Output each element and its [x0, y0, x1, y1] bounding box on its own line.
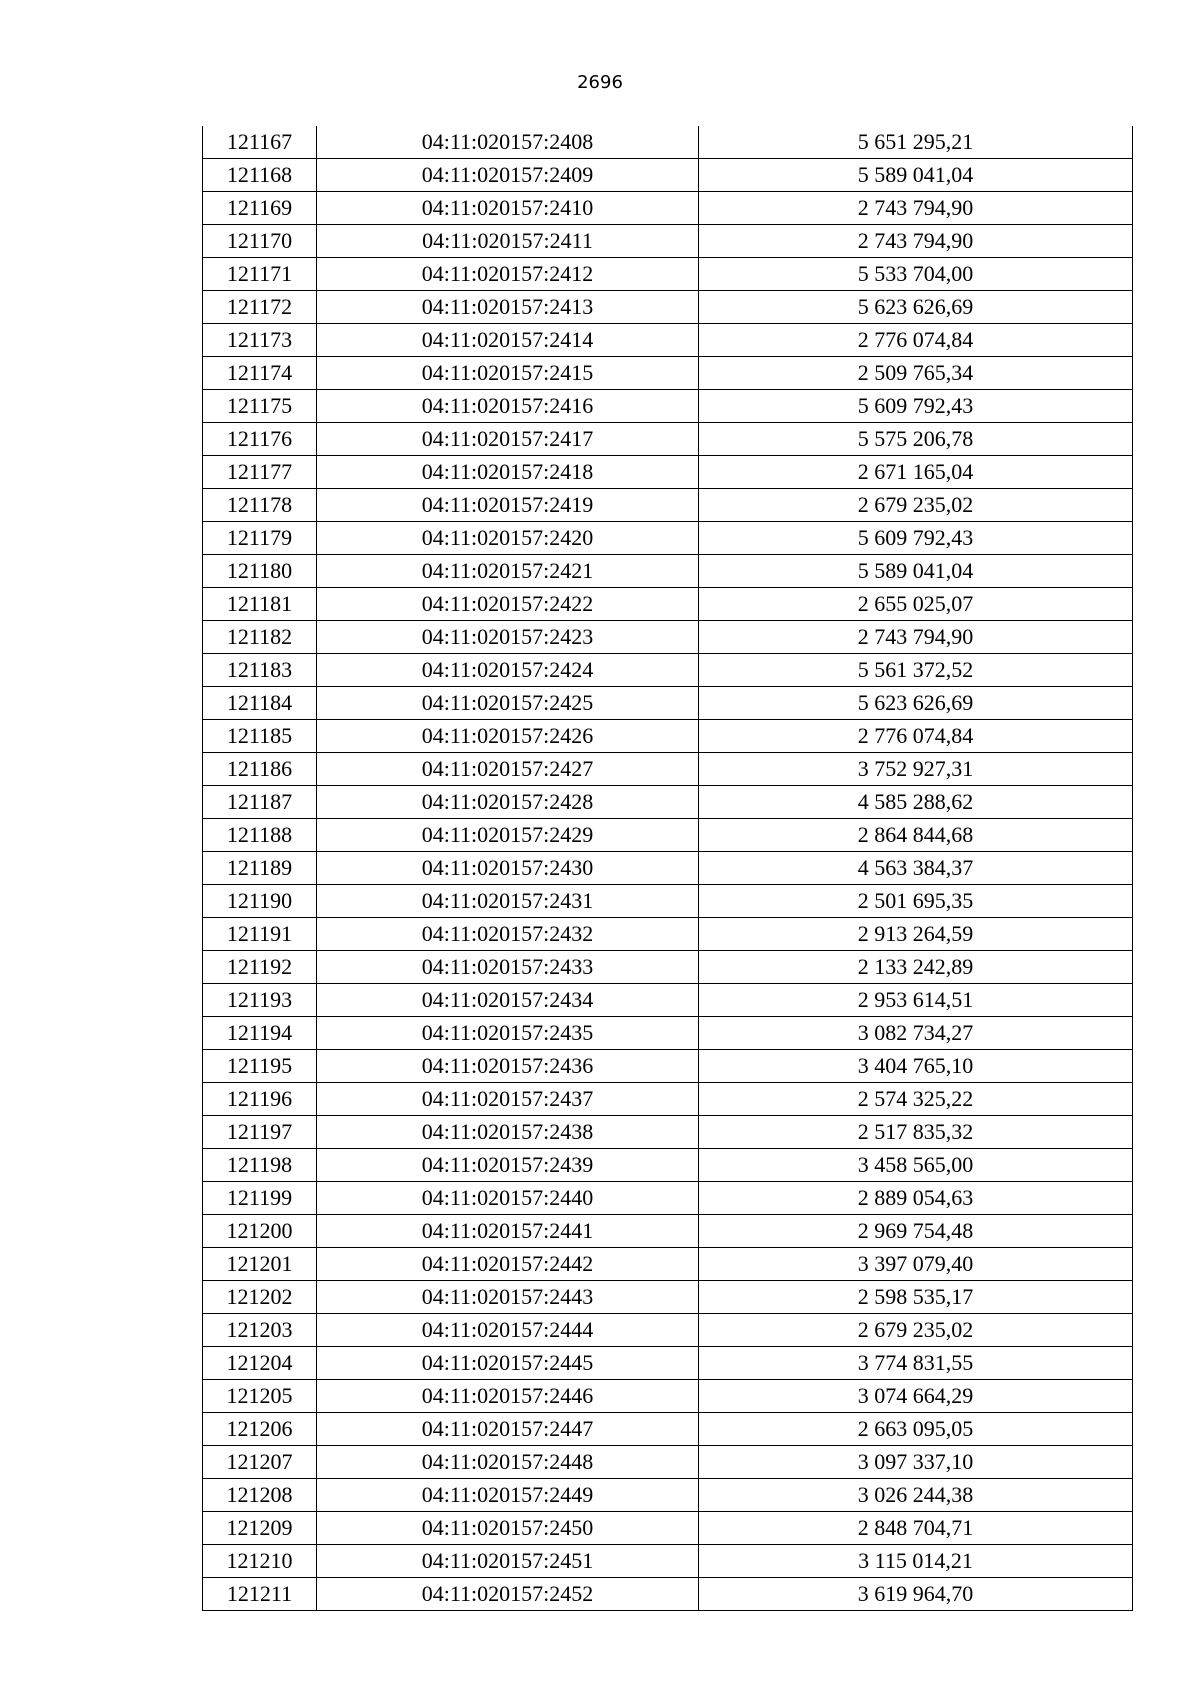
cadastral-value-cell: 2 671 165,04: [699, 456, 1133, 489]
page-number: 2696: [577, 72, 623, 93]
row-number-cell: 121202: [203, 1281, 317, 1314]
cadastral-value-cell: 3 458 565,00: [699, 1149, 1133, 1182]
table-row: [203, 456, 1133, 489]
row-number-cell: 121173: [203, 324, 317, 357]
table-row: [203, 621, 1133, 654]
cadastral-value-cell: 2 133 242,89: [699, 951, 1133, 984]
row-number-cell: 121181: [203, 588, 317, 621]
cadastral-number-cell: 04:11:020157:2429: [317, 819, 699, 852]
row-number-cell: 121209: [203, 1512, 317, 1545]
cadastral-number-cell: 04:11:020157:2443: [317, 1281, 699, 1314]
cadastral-value-cell: 5 561 372,52: [699, 654, 1133, 687]
table-row: [203, 1479, 1133, 1512]
row-number-cell: 121177: [203, 456, 317, 489]
row-number-cell: 121206: [203, 1413, 317, 1446]
cadastral-number-cell: 04:11:020157:2433: [317, 951, 699, 984]
cadastral-value-cell: 5 623 626,69: [699, 291, 1133, 324]
cadastral-number-cell: 04:11:020157:2416: [317, 390, 699, 423]
cadastral-number-cell: 04:11:020157:2452: [317, 1578, 699, 1611]
cadastral-value-cell: 2 969 754,48: [699, 1215, 1133, 1248]
table-row: [203, 1281, 1133, 1314]
row-number-cell: 121198: [203, 1149, 317, 1182]
cadastral-number-cell: 04:11:020157:2434: [317, 984, 699, 1017]
cadastral-number-cell: 04:11:020157:2418: [317, 456, 699, 489]
cadastral-value-cell: 3 074 664,29: [699, 1380, 1133, 1413]
cadastral-value-cell: 3 404 765,10: [699, 1050, 1133, 1083]
table-row: [203, 1512, 1133, 1545]
table-row: [203, 390, 1133, 423]
table-row: [203, 687, 1133, 720]
row-number-cell: 121172: [203, 291, 317, 324]
cadastral-number-cell: 04:11:020157:2423: [317, 621, 699, 654]
table-row: [203, 1347, 1133, 1380]
row-number-cell: 121190: [203, 885, 317, 918]
table-row: [203, 126, 1133, 159]
cadastral-number-cell: 04:11:020157:2427: [317, 753, 699, 786]
cadastral-number-cell: 04:11:020157:2424: [317, 654, 699, 687]
row-number-cell: 121170: [203, 225, 317, 258]
table-row: [203, 819, 1133, 852]
cadastral-number-cell: 04:11:020157:2422: [317, 588, 699, 621]
row-number-cell: 121176: [203, 423, 317, 456]
table-row: [203, 951, 1133, 984]
table-row: [203, 1149, 1133, 1182]
cadastral-number-cell: 04:11:020157:2410: [317, 192, 699, 225]
table-row: [203, 984, 1133, 1017]
row-number-cell: 121167: [203, 126, 317, 159]
cadastral-value-cell: 2 889 054,63: [699, 1182, 1133, 1215]
row-number-cell: 121194: [203, 1017, 317, 1050]
table-row: [203, 324, 1133, 357]
table-row: [203, 1578, 1133, 1611]
cadastral-number-cell: 04:11:020157:2451: [317, 1545, 699, 1578]
table-row: [203, 1545, 1133, 1578]
row-number-cell: 121180: [203, 555, 317, 588]
cadastral-number-cell: 04:11:020157:2448: [317, 1446, 699, 1479]
row-number-cell: 121208: [203, 1479, 317, 1512]
cadastral-number-cell: 04:11:020157:2437: [317, 1083, 699, 1116]
cadastral-number-cell: 04:11:020157:2417: [317, 423, 699, 456]
row-number-cell: 121210: [203, 1545, 317, 1578]
cadastral-value-cell: 2 679 235,02: [699, 489, 1133, 522]
cadastral-value-cell: 2 598 535,17: [699, 1281, 1133, 1314]
row-number-cell: 121191: [203, 918, 317, 951]
table-row: [203, 291, 1133, 324]
cadastral-number-cell: 04:11:020157:2428: [317, 786, 699, 819]
row-number-cell: 121203: [203, 1314, 317, 1347]
row-number-cell: 121211: [203, 1578, 317, 1611]
table-row: [203, 1017, 1133, 1050]
cadastral-value-cell: 2 743 794,90: [699, 192, 1133, 225]
cadastral-number-cell: 04:11:020157:2411: [317, 225, 699, 258]
row-number-cell: 121189: [203, 852, 317, 885]
cadastral-number-cell: 04:11:020157:2439: [317, 1149, 699, 1182]
row-number-cell: 121197: [203, 1116, 317, 1149]
table-row: [203, 1083, 1133, 1116]
cadastral-number-cell: 04:11:020157:2436: [317, 1050, 699, 1083]
row-number-cell: 121179: [203, 522, 317, 555]
row-number-cell: 121201: [203, 1248, 317, 1281]
cadastral-number-cell: 04:11:020157:2413: [317, 291, 699, 324]
cadastral-number-cell: 04:11:020157:2440: [317, 1182, 699, 1215]
cadastral-value-cell: 5 609 792,43: [699, 522, 1133, 555]
table-row: [203, 192, 1133, 225]
table-row: [203, 1380, 1133, 1413]
cadastral-number-cell: 04:11:020157:2450: [317, 1512, 699, 1545]
cadastral-number-cell: 04:11:020157:2421: [317, 555, 699, 588]
cadastral-value-cell: 2 655 025,07: [699, 588, 1133, 621]
cadastral-value-cell: 2 743 794,90: [699, 225, 1133, 258]
row-number-cell: 121174: [203, 357, 317, 390]
cadastral-number-cell: 04:11:020157:2430: [317, 852, 699, 885]
row-number-cell: 121184: [203, 687, 317, 720]
cadastral-number-cell: 04:11:020157:2408: [317, 126, 699, 159]
table-row: [203, 258, 1133, 291]
cadastral-number-cell: 04:11:020157:2447: [317, 1413, 699, 1446]
cadastral-value-cell: 5 589 041,04: [699, 159, 1133, 192]
table-row: [203, 159, 1133, 192]
cadastral-value-cell: 2 509 765,34: [699, 357, 1133, 390]
cadastral-value-table: [202, 126, 1133, 1611]
cadastral-value-cell: 2 864 844,68: [699, 819, 1133, 852]
row-number-cell: 121185: [203, 720, 317, 753]
cadastral-number-cell: 04:11:020157:2425: [317, 687, 699, 720]
table-row: [203, 1446, 1133, 1479]
cadastral-value-cell: 2 913 264,59: [699, 918, 1133, 951]
cadastral-value-cell: 3 026 244,38: [699, 1479, 1133, 1512]
table-row: [203, 1314, 1133, 1347]
cadastral-value-cell: 2 776 074,84: [699, 324, 1133, 357]
table-row: [203, 225, 1133, 258]
cadastral-number-cell: 04:11:020157:2432: [317, 918, 699, 951]
row-number-cell: 121168: [203, 159, 317, 192]
row-number-cell: 121169: [203, 192, 317, 225]
table-row: [203, 1248, 1133, 1281]
row-number-cell: 121187: [203, 786, 317, 819]
cadastral-value-cell: 2 776 074,84: [699, 720, 1133, 753]
row-number-cell: 121183: [203, 654, 317, 687]
table-row: [203, 1215, 1133, 1248]
cadastral-number-cell: 04:11:020157:2449: [317, 1479, 699, 1512]
table-row: [203, 1116, 1133, 1149]
table-row: [203, 786, 1133, 819]
cadastral-number-cell: 04:11:020157:2442: [317, 1248, 699, 1281]
cadastral-value-cell: 3 097 337,10: [699, 1446, 1133, 1479]
table-body: [203, 126, 1133, 1611]
cadastral-value-cell: 3 774 831,55: [699, 1347, 1133, 1380]
table-row: [203, 555, 1133, 588]
row-number-cell: 121193: [203, 984, 317, 1017]
cadastral-value-cell: 2 574 325,22: [699, 1083, 1133, 1116]
cadastral-value-cell: 2 743 794,90: [699, 621, 1133, 654]
row-number-cell: 121188: [203, 819, 317, 852]
table-row: [203, 588, 1133, 621]
cadastral-value-cell: 5 623 626,69: [699, 687, 1133, 720]
cadastral-number-cell: 04:11:020157:2426: [317, 720, 699, 753]
cadastral-number-cell: 04:11:020157:2409: [317, 159, 699, 192]
cadastral-number-cell: 04:11:020157:2420: [317, 522, 699, 555]
cadastral-value-cell: 3 752 927,31: [699, 753, 1133, 786]
table-row: [203, 1182, 1133, 1215]
table-row: [203, 1413, 1133, 1446]
cadastral-value-cell: 3 397 079,40: [699, 1248, 1133, 1281]
row-number-cell: 121200: [203, 1215, 317, 1248]
cadastral-value-cell: 3 115 014,21: [699, 1545, 1133, 1578]
cadastral-number-cell: 04:11:020157:2446: [317, 1380, 699, 1413]
cadastral-value-cell: 5 609 792,43: [699, 390, 1133, 423]
row-number-cell: 121195: [203, 1050, 317, 1083]
cadastral-value-cell: 4 563 384,37: [699, 852, 1133, 885]
table-row: [203, 852, 1133, 885]
table-row: [203, 357, 1133, 390]
cadastral-number-cell: 04:11:020157:2412: [317, 258, 699, 291]
cadastral-value-cell: 2 953 614,51: [699, 984, 1133, 1017]
row-number-cell: 121175: [203, 390, 317, 423]
row-number-cell: 121205: [203, 1380, 317, 1413]
cadastral-value-cell: 5 589 041,04: [699, 555, 1133, 588]
cadastral-number-cell: 04:11:020157:2444: [317, 1314, 699, 1347]
cadastral-number-cell: 04:11:020157:2435: [317, 1017, 699, 1050]
cadastral-value-cell: 2 663 095,05: [699, 1413, 1133, 1446]
row-number-cell: 121196: [203, 1083, 317, 1116]
cadastral-number-cell: 04:11:020157:2441: [317, 1215, 699, 1248]
cadastral-value-cell: 5 575 206,78: [699, 423, 1133, 456]
cadastral-number-cell: 04:11:020157:2445: [317, 1347, 699, 1380]
table-row: [203, 423, 1133, 456]
cadastral-value-cell: 2 517 835,32: [699, 1116, 1133, 1149]
table-row: [203, 720, 1133, 753]
row-number-cell: 121192: [203, 951, 317, 984]
row-number-cell: 121207: [203, 1446, 317, 1479]
table-row: [203, 522, 1133, 555]
row-number-cell: 121204: [203, 1347, 317, 1380]
cadastral-number-cell: 04:11:020157:2438: [317, 1116, 699, 1149]
cadastral-value-cell: 2 501 695,35: [699, 885, 1133, 918]
table-row: [203, 489, 1133, 522]
cadastral-number-cell: 04:11:020157:2414: [317, 324, 699, 357]
cadastral-value-cell: 2 679 235,02: [699, 1314, 1133, 1347]
cadastral-number-cell: 04:11:020157:2415: [317, 357, 699, 390]
table-row: [203, 654, 1133, 687]
table-row: [203, 885, 1133, 918]
cadastral-value-cell: 4 585 288,62: [699, 786, 1133, 819]
cadastral-number-cell: 04:11:020157:2431: [317, 885, 699, 918]
row-number-cell: 121171: [203, 258, 317, 291]
table-row: [203, 918, 1133, 951]
cadastral-value-cell: 3 619 964,70: [699, 1578, 1133, 1611]
table-row: [203, 1050, 1133, 1083]
row-number-cell: 121199: [203, 1182, 317, 1215]
cadastral-value-cell: 5 533 704,00: [699, 258, 1133, 291]
row-number-cell: 121178: [203, 489, 317, 522]
row-number-cell: 121182: [203, 621, 317, 654]
cadastral-value-cell: 5 651 295,21: [699, 126, 1133, 159]
table-row: [203, 753, 1133, 786]
row-number-cell: 121186: [203, 753, 317, 786]
cadastral-value-cell: 2 848 704,71: [699, 1512, 1133, 1545]
cadastral-number-cell: 04:11:020157:2419: [317, 489, 699, 522]
cadastral-value-cell: 3 082 734,27: [699, 1017, 1133, 1050]
